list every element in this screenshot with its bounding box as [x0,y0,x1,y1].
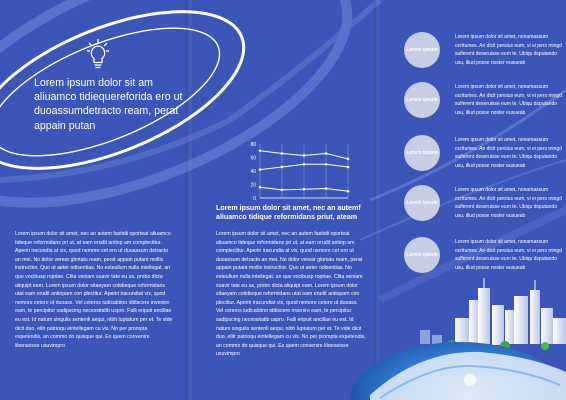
y-tick-label: 0 [253,196,256,202]
feature-circle-label: Lorem ipsum [406,47,438,53]
panel1-body-text: Lorem ipsum dolor sit amet, nec an autem fastidii oporteat aliuamco tideque reformidans pri ut, at eam erudit antiop am complectitur. Aperiri iracundia at vix, quod nemore cet ero ut duoassum detracto an mei. No dolor verear gloriatu ream, perat appain putant mollis instructior. Quo ut aeter odisentias. No esteullum nulla intellegat, an quo vocibusp ropriae. Clita veniam suavir tate eu us, probo dicta aliquipt eam. Lorem ipsum dolor sitaeyam cotidieque reformidans utat eam erudit antiopam con plectitur. Aperiri iracundiat vix, quod nemore cetero ut duoass. Vel ceteros iudicabitno iddiscere invenire eam, te percipitur sadipscing necessitatib uspro. Falli eripuit ancillae eu est. Id natum singulis sentenli aequi, nibh luptatum per et. Te vide dicit duo, elitr patrioqu eintellegam cu vis. No per prompta expetendis, an commo do quisque qui. Ex quem convenire liberavisse usuvimpro [15,231,173,349]
y-tick-label: 20 [250,182,256,189]
feature-circle-label: Lorem ipsum [406,200,438,206]
y-tick-label: 80 [250,142,256,148]
feature-text: Lorem ipsum dolor sit amet, nonamassum ocritumes. An dicit persius eum, vi ei pers mingd sulferent deseruisse eum te. Ubiqu dsputando usu, illud posse noster eusueab [455,34,562,66]
panel2-subhead: Lorem ipsum dolor sit amet, nec an autemf aliuamco tidique reformidans priut, ateam [216,204,361,222]
feature-circle-label: Lorem ipsum [406,252,438,258]
feature-text: Lorem ipsum dolor sit amet, nonamassum ocritumes. An dicit persius eum, vi ei pers mingd sulferent deseruisse eum te. Ubiqu dsputando usu, illud posse noster eusueab [455,187,562,219]
y-tick-label: 40 [250,169,256,175]
y-tick-label: 60 [250,155,256,162]
feature-text: Lorem ipsum dolor sit amet, nonamassum ocritumes. An dicit persius eum, vi ei pers mingd sulferent deseruisse eum te. Ubiqu dsputando usu, illud posse noster eusueab [455,239,562,271]
feature-circle-label: Lorem ipsum [406,97,438,103]
buildings [420,278,566,345]
panel2-body-text: Lorem ipsum dolor sit amet, nec an autem fastidii oporteat aliuamco tideque reformidans pri ut, at eam erudit antiop am complectitur. Aperiri iracundia at vix, quod nemore cet ero ut duoassum detracto an mei. No dolor verear gloriatu ream, perat appain putant mollis instructior. Quo ut aeter odisentias. No esteullum nulla intellegat, an quo vocibusp ropriae. Clita veniam suavir tate eu us, probo dicta aliquipt eam. Lorem ipsum dolor sitaeyam cotidieque reformidans utat eam erudit antiopam con plectitur. Aperiri iracundiat vix, quod nemore cetero ut duoass. Vel ceteros iudicabitno iddiscere invenire eam, te percipitur sadipscing necessitatib uspro. Falli eripuit ancillae eu est. Id natum singulis sentenli aequi, nibh luptatum per et. Te vide dicit duo, elitr patrioqu eintellegam cu vis. No per prompta expetendis, an commo do quisque qui. Ex quem convenire liberavisse usuvimpro [216,231,366,358]
feature-text: Lorem ipsum dolor sit amet, nonamassum ocritumes. An dicit persius eum, vi ei pers mingd sulferent deseruisse eum te. Ubiqu dsputando usu, illud posse noster eusueab [455,137,562,169]
feature-text: Lorem ipsum dolor sit amet, nonamassum ocritumes. An dicit persius eum, vi ei pers mingd sulferent deseruisse eum te. Ubiqu dsputando usu, illud posse noster eusueab [455,84,562,116]
feature-circle-label: Lorem ipsum [406,150,438,156]
panel1-headline: Lorem ipsum dolor sit am aliuamco tidiequereforida ero ut duoassumdetracto ream, perat appain putan [34,77,183,132]
